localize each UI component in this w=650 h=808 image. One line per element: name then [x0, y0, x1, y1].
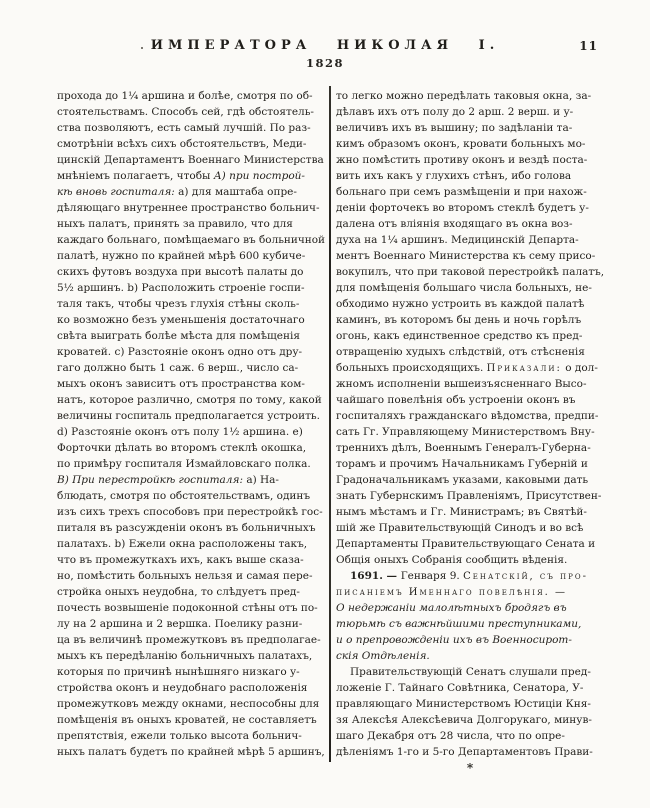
text-run: почесть возвышеніе подоконной стѣны отъ по-: [57, 602, 318, 614]
text-run: а) для маштаба опре-: [174, 186, 297, 198]
text-run: Сенатскій, съ про-: [463, 571, 588, 582]
text-run: тюрьмѣ съ важнѣйшими преступниками,: [336, 618, 582, 630]
text-run: для помѣщенія большаго числа больныхъ, не-: [336, 282, 592, 294]
text-run: лу на 2 аршина и 2 вершка. Поелику разни-: [57, 618, 303, 630]
text-line: [57, 104, 325, 120]
text-run: деніи форточекъ во второмъ стеклѣ будетъ у-: [336, 202, 589, 214]
text-line: [57, 360, 325, 376]
text-run: Общія оныхъ Собранія сообщить вѣденія.: [336, 554, 568, 566]
column-divider-rule: [329, 86, 331, 762]
text-line: [57, 392, 325, 408]
text-line: [57, 248, 325, 264]
text-line: [57, 600, 325, 616]
text-line: [57, 552, 325, 568]
text-run: промежутковъ между окнами, неспособны для: [57, 698, 320, 710]
text-line: [57, 488, 325, 504]
text-run: обходимо нужно устроить въ каждой палатѣ: [336, 298, 585, 310]
text-run: изъ сихъ трехъ способовъ при перестройкѣ гос-: [57, 506, 323, 518]
text-line: [57, 744, 324, 760]
text-run: шаго Декабря отъ 28 числа, что по опре-: [336, 730, 565, 742]
text-line: [57, 648, 325, 664]
text-line: [57, 472, 325, 488]
text-line: [57, 344, 325, 360]
text-run: шій же Правительствующій Синодъ и во всѣ: [336, 522, 584, 534]
text-run: стройства оконъ и неудобнаго расположенія: [57, 682, 308, 694]
text-line: [57, 712, 325, 728]
text-line: [336, 744, 604, 760]
text-run: но, помѣстить больныхъ нельзя и самая пере-: [57, 570, 313, 582]
text-line: [336, 712, 604, 728]
text-column-left: [57, 88, 325, 760]
text-line: [57, 120, 325, 136]
text-line: [336, 152, 604, 168]
text-line: [336, 456, 604, 472]
text-run: ментъ Военнаго Министерства къ сему присо-: [336, 250, 596, 262]
text-run: писаніемъ Именнаго повелѣнія. —: [336, 587, 567, 598]
text-line: [336, 200, 604, 216]
text-line: [57, 632, 325, 648]
text-run: по примѣру госпиталя Измайловскаго полка.: [57, 458, 311, 470]
text-line: [57, 680, 325, 696]
text-run: торамъ и прочимъ Начальникамъ Губерній и: [336, 458, 588, 470]
text-line: [336, 280, 604, 296]
text-run: стоятельствамъ. Способъ сей, гдѣ обстоятель-: [57, 106, 314, 118]
text-line: [57, 184, 325, 200]
text-run: вокупилъ, что при таковой перестройкѣ палатъ,: [336, 266, 605, 278]
text-line: [336, 296, 604, 312]
text-run: а) На-: [242, 474, 279, 486]
text-run: величивъ ихъ въ вышину; по задѣланіи та-: [336, 122, 573, 134]
text-run: треннихъ дѣлъ, Военнымъ Генералъ-Губерна-: [336, 442, 591, 454]
text-run: 5½ аршинъ. b) Расположить строеніе госпи-: [57, 282, 305, 294]
text-run: ства позволяютъ, есть самый лучшій. По раз-: [57, 122, 311, 134]
text-line: [336, 264, 603, 280]
text-run: смотрѣніи всѣхъ сихъ обстоятельствъ, Меди-: [57, 138, 307, 150]
text-run: Приказали:: [486, 363, 562, 374]
text-line: [336, 376, 604, 392]
text-line: [336, 424, 604, 440]
text-run: жно помѣстить противу оконъ и вездѣ поста-: [336, 154, 588, 166]
text-line: [57, 536, 325, 552]
text-run: мнѣніемъ полагаетъ, чтобы: [57, 170, 214, 182]
text-run: помѣщенія въ оныхъ кроватей, не составляетъ: [57, 714, 317, 726]
text-run: Департаменты Правительствующаго Сената и: [336, 538, 596, 550]
text-line: [336, 248, 604, 264]
text-run: отвращенію худыхъ слѣдствій, отъ стѣсненія: [336, 346, 585, 358]
text-run: А) при построй-: [213, 170, 305, 182]
text-line: [57, 328, 325, 344]
text-run: скія Отдѣленія.: [336, 650, 430, 662]
text-line: [57, 504, 325, 520]
text-line: [336, 664, 604, 680]
text-line: [57, 216, 325, 232]
text-run: Генваря 9.: [400, 570, 464, 582]
text-line: [336, 568, 604, 584]
text-line: [336, 168, 604, 184]
text-line: [336, 600, 604, 616]
text-line: [336, 408, 604, 424]
text-run: вить ихъ какъ у глухихъ стѣнъ, ибо голова: [336, 170, 572, 182]
text-run: палатѣ, нужно по крайней мѣрѣ 600 кубиче-: [57, 250, 306, 262]
text-line: [336, 696, 604, 712]
text-line: [336, 232, 604, 248]
text-run: дѣленіямъ 1-го и 5-го Департаментовъ Прави-: [336, 746, 593, 758]
text-run: которыя по причинѣ нынѣшняго низкаго у-: [57, 666, 300, 678]
text-run: что въ промежуткахъ ихъ, какъ выше сказа-: [57, 554, 304, 566]
text-line: [336, 632, 604, 648]
text-run: 1691. —: [350, 570, 401, 582]
text-run: гаго должно быть 1 саж. 6 верш., число са-: [57, 362, 299, 374]
text-line: [57, 88, 325, 104]
text-run: ныхъ палатъ, принять за правило, что для: [57, 218, 293, 230]
text-line: [336, 472, 604, 488]
text-run: блюдать, смотря по обстоятельствамъ, одинъ: [57, 490, 311, 502]
text-run: Форточки дѣлать во второмъ стеклѣ окошка,: [57, 442, 307, 454]
text-line: [57, 584, 325, 600]
text-run: ныхъ палатъ будетъ по крайней мѣрѣ 5 аршинъ,: [57, 746, 325, 758]
text-run: мыхъ оконъ зависитъ отъ пространства ком-: [57, 378, 305, 390]
text-run: ца въ величинѣ промежутковъ въ предполагае-: [57, 634, 321, 646]
text-run: свѣта выиграть болѣе мѣста для помѣщенія: [57, 330, 300, 342]
text-line: [57, 168, 325, 184]
text-line: [57, 136, 325, 152]
text-run: В) При перестройкѣ госпиталя:: [57, 474, 243, 486]
text-line: [336, 584, 604, 600]
text-line: [336, 488, 604, 504]
text-line: [336, 520, 604, 536]
text-run: каждаго больнаго, помѣщаемаго въ больничной: [57, 234, 326, 246]
text-line: [57, 280, 325, 296]
text-run: кѣ вновь госпиталя:: [57, 186, 175, 198]
text-line: [336, 184, 604, 200]
text-line: [336, 552, 604, 568]
text-run: цинскій Департаментъ Военнаго Министерства: [57, 154, 324, 166]
text-line: [336, 136, 604, 152]
text-line: [336, 360, 604, 376]
text-run: духа на 1¼ аршинъ. Медицинскій Департа-: [336, 234, 579, 246]
text-run: кимъ образомъ оконъ, кровати больныхъ мо-: [336, 138, 586, 150]
page-number: 11: [579, 39, 598, 53]
text-line: [57, 424, 325, 440]
text-line: [336, 344, 604, 360]
text-run: натъ, которое различно, смотря по тому, какой: [57, 394, 322, 406]
text-line: [57, 568, 325, 584]
text-line: [57, 440, 325, 456]
text-line: [336, 504, 604, 520]
text-run: нымъ мѣстамъ и Гг. Министрамъ; въ Святѣй-: [336, 506, 587, 518]
text-run: далена отъ вліянія входящаго въ окна воз-: [336, 218, 573, 230]
text-column-right: [336, 88, 604, 776]
text-line: [57, 232, 324, 248]
text-line: [336, 728, 604, 744]
text-run: и о препровожденіи ихъ въ Военносирот-: [336, 634, 572, 646]
text-line: [336, 216, 604, 232]
year-heading: 1828: [305, 56, 344, 70]
text-run: ко возможно безъ уменьшенія достаточнаго: [57, 314, 305, 326]
text-run: Правительствующій Сенатъ слушали пред-: [350, 666, 591, 678]
text-line: [57, 296, 325, 312]
text-line: [57, 264, 325, 280]
text-run: прохода до 1¼ аршина и болѣе, смотря по об-: [57, 90, 313, 102]
text-run: дѣлавъ ихъ отъ полу до 2 арш. 2 верш. и у-: [336, 106, 574, 118]
text-run: больныхъ происходящихъ.: [336, 362, 487, 374]
text-run: каминъ, въ которомъ бы день и ночь горѣлъ: [336, 314, 582, 326]
text-line: [336, 88, 604, 104]
text-run: кроватей. c) Разстояніе оконъ одно отъ дру-: [57, 346, 303, 358]
text-run: величины госпиталь предполагается устроить.: [57, 410, 320, 422]
text-run: мыхъ къ передѣланію больничныхъ палатахъ,: [57, 650, 313, 662]
text-line: [336, 680, 604, 696]
text-run: больнаго при семъ размѣщеніи и при нахож-: [336, 186, 587, 198]
text-line: [57, 520, 325, 536]
text-run: таля такъ, чтобы чрезъ глухія стѣны сколь-: [57, 298, 300, 310]
text-line: [336, 104, 604, 120]
text-run: ложеніе Г. Тайнаго Совѣтника, Сенатора, У-: [336, 682, 584, 694]
text-run: знать Губернскимъ Правленіямъ, Присутствен-: [336, 490, 602, 502]
text-line: [57, 728, 325, 744]
text-run: стройка оныхъ неудобна, то слѣдуетъ пред-: [57, 586, 300, 598]
text-line: [336, 312, 604, 328]
text-line: [336, 120, 604, 136]
text-line: [57, 152, 325, 168]
text-line: [336, 392, 604, 408]
text-run: скихъ футовъ воздуха при высотѣ палаты до: [57, 266, 304, 278]
text-run: о дол-: [561, 362, 598, 374]
text-run: палатахъ. b) Ежели окна расположены такъ,: [57, 538, 308, 550]
text-line: [336, 440, 604, 456]
text-run: d) Разстояніе оконъ отъ полу 1½ аршина. e): [57, 426, 303, 438]
text-run: огонь, какъ единственное средство къ пред-: [336, 330, 583, 342]
text-run: питаля въ разсужденіи оконъ въ больничныхъ: [57, 522, 316, 534]
text-run: препятствія, ежели только высота больнич-: [57, 730, 302, 742]
text-line: [57, 376, 325, 392]
text-run: сать Гг. Управляющему Министерствомъ Вну-: [336, 426, 595, 438]
text-line: [336, 328, 604, 344]
text-line: [57, 664, 325, 680]
text-run: правляющаго Министерствомъ Юстиціи Кня-: [336, 698, 591, 710]
text-run: то легко можно передѣлать таковыя окна, за-: [336, 90, 592, 102]
text-line: [57, 200, 325, 216]
running-header-title: ИМПЕРАТОРА НИКОЛАЯ I.: [150, 38, 500, 53]
text-run: Градоначальникамъ указами, каковыми дать: [336, 474, 589, 486]
text-run: госпиталяхъ гражданскаго вѣдомства, предпи-: [336, 410, 599, 422]
footnote-asterisk: *: [466, 761, 474, 775]
text-run: дѣляющаго внутреннее пространство больнич-: [57, 202, 320, 214]
text-run: О недержаніи малолѣтныхъ бродягъ въ: [336, 602, 567, 614]
text-line: [336, 648, 604, 664]
text-line: [57, 312, 325, 328]
text-line: [57, 408, 325, 424]
text-run: чайшаго повелѣнія объ устроеніи оконъ въ: [336, 394, 576, 406]
text-line: [336, 616, 604, 632]
text-line: [57, 456, 325, 472]
text-line: [57, 616, 325, 632]
text-run: жномъ исполненіи вышеизъясненнаго Высо-: [336, 378, 587, 390]
text-line: [336, 536, 604, 552]
text-line: [57, 696, 325, 712]
text-run: зя Алексѣя Алексѣевича Долгорукаго, минув-: [336, 714, 592, 726]
